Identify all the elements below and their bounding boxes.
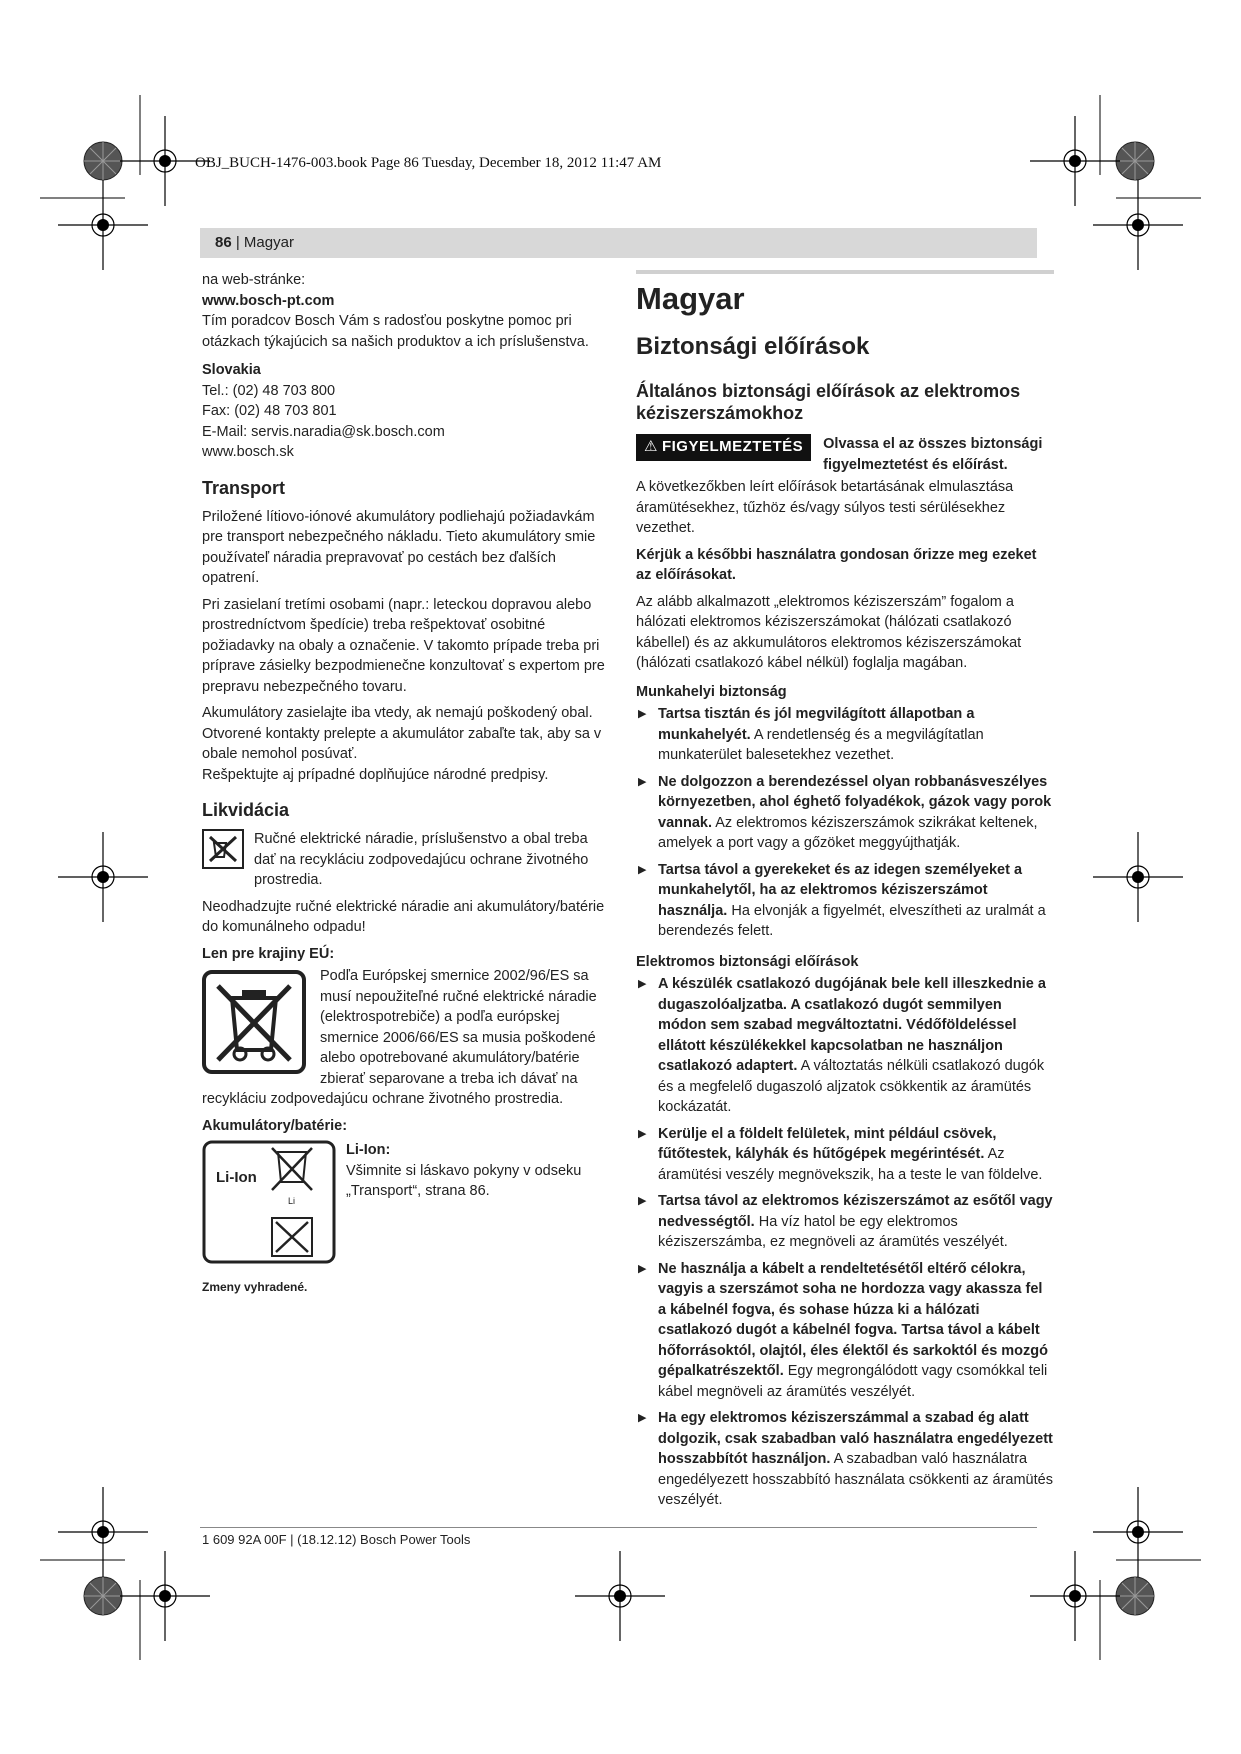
item-text: Az elektromos kéziszerszámok szikrákat keltenek, amelyek a port vagy a gőzöket meggyújthatják.	[658, 814, 1038, 851]
web-link[interactable]: www.bosch.sk	[202, 444, 294, 460]
item-bold: A készülék csatlakozó dugójának bele kell illeszkednie a dugaszolóaljzatba. A csatlakozó dugót semmilyen módon sem szabad megváltoztatni. Védőföldeléssel ellátott készülékekkel kapcsolatban ne használjon csatlakozó adaptert.	[658, 976, 1046, 1074]
item-text: Ha víz hatol be egy elektromos kéziszerszámba, ez megnöveli az áramütés veszélyét.	[658, 1213, 1008, 1250]
list-item	[636, 772, 1054, 854]
list-item	[636, 1191, 1054, 1253]
transport-p1: Priložené lítiovo-iónové akumulátory podliehajú požiadavkám pre transport nebezpečného nákladu. Tieto akumulátory smie používateľ náradia prepravovať po cestách bez ďalších opatrení.	[202, 508, 596, 586]
accumulators-heading: Akumulátory/batérie:	[202, 1117, 348, 1134]
work-safety-list	[636, 704, 1054, 942]
warning-icon: ⚠	[644, 438, 658, 455]
item-text: A rendetlenség és a megvilágítatlan munkaterület balesetekhez vezethet.	[658, 726, 984, 763]
registration-cross-icon	[575, 1551, 665, 1641]
slovakia-title: Slovakia	[202, 362, 261, 378]
likvidacia-p2: Neodhadzujte ručné elektrické náradie ani akumulátory/batérie do komunálneho odpadu!	[202, 898, 605, 935]
item-text: A szabadban való használatra engedélyezett hosszabbító használata csökkenti az áramütés veszélyét.	[658, 1451, 1053, 1508]
intro-line: na web-stránke:	[202, 272, 306, 288]
warning-bold: Olvassa el az összes biztonsági figyelmeztetést és előírást.	[823, 436, 1043, 473]
page-section: Magyar	[243, 234, 294, 251]
transport-heading: Transport	[202, 477, 286, 498]
item-bold: Tartsa tisztán és jól megvilágított állapotban a munkahelyét.	[658, 706, 975, 743]
list-item	[636, 1124, 1054, 1186]
footer-rule	[200, 1527, 1037, 1528]
warning-text: A következőkben leírt előírások betartásának elmulasztása áramütésekhez, tűzhöz és/vagy súlyos testi sérülésekhez vezethet.	[636, 479, 1014, 536]
electrical-safety-title: Elektromos biztonsági előírások	[636, 953, 859, 970]
left-column	[202, 270, 607, 1297]
eu-text: Podľa Európskej smernice 2002/96/ES sa musí nepoužiteľné ručné elektrické náradie (elektrospotrebiče) a podľa európskej smernice 2006/66/ES sa musia poškodené alebo opotrebované akumulátory/batérie zbierať separovane a treba ich dávať na recykláciu zodpovedajúcu ochrane životného prostredia.	[202, 968, 597, 1107]
item-bold: Ha egy elektromos kéziszerszámmal a szabad ég alatt dolgozik, csak szabadban való használatra engedélyezett hosszabbítót használjon.	[658, 1410, 1053, 1467]
eu-heading: Len pre krajiny EÚ:	[202, 945, 335, 962]
transport-p3: Akumulátory zasielajte iba vtedy, ak nemajú poškodený obal. Otvorené kontakty prelepte a akumulátor zabaľte tak, aby sa v obale nemohol posúvať.	[202, 705, 602, 762]
registration-cross-icon	[58, 180, 148, 270]
language-title: Magyar	[636, 281, 745, 316]
transport-p2: Pri zasielaní tretími osobami (napr.: leteckou dopravou alebo prostredníctvom špedície) treba rešpektovať osobitné požiadavky na obaly a označenie. V takomto prípade treba pri príprave zásielky bezpodmienečne konzultovať s expertom pre prepravu nebezpečného tovaru.	[202, 596, 605, 695]
top-rule	[636, 270, 1054, 274]
item-text: Ha elvonják a figyelmét, elveszítheti az uralmát a berendezés felett.	[658, 902, 1046, 939]
registration-cross-icon	[1093, 832, 1183, 922]
registration-cross-icon	[58, 1487, 148, 1577]
color-wheel-icon	[1116, 1577, 1154, 1615]
item-text: A változtatás nélküli csatlakozó dugók és a megfelelő dugaszoló aljzatok csökkentik az áramütés kockázatát.	[658, 1058, 1045, 1115]
footer: 1 609 92A 00F | (18.12.12) Bosch Power Tools	[202, 1532, 471, 1547]
liion-battery-icon	[202, 1140, 336, 1271]
item-bold: Tartsa távol a gyerekeket és az idegen személyeket a munkahelytől, ha az elektromos kéziszerszámot használja.	[658, 861, 1023, 919]
list-item	[636, 704, 1054, 766]
liion-text: Všimnite si láskavo pokyny v odseku „Transport“, strana 86.	[346, 1162, 582, 1199]
liion-row	[202, 1140, 607, 1271]
definition: Az alább alkalmazott „elektromos kéziszerszám” fogalom a hálózati elektromos kéziszerszámokat (hálózati csatlakozó kábellel) és az akkumulátoros elektromos kéziszerszámokat (hálózati csatlakozó kábel nélkül) foglalja magában.	[636, 593, 1022, 671]
book-header: OBJ_BUCH-1476-003.book Page 86 Tuesday, December 18, 2012 11:47 AM	[195, 155, 662, 171]
fax: Fax: (02) 48 703 801	[202, 403, 337, 419]
page-bar	[200, 228, 1037, 258]
liion-icon-label: Li-Ion	[216, 1169, 257, 1186]
li-icon-label: Li	[288, 1196, 296, 1206]
registration-cross-icon	[58, 832, 148, 922]
recycle-row	[202, 829, 607, 891]
color-wheel-icon	[1116, 142, 1154, 180]
likvidacia-heading: Likvidácia	[202, 800, 290, 820]
right-column	[636, 270, 1054, 1517]
warning-badge	[636, 434, 811, 461]
list-item	[636, 860, 1054, 942]
general-safety-title: Általános biztonsági előírások az elektromos kéziszerszámokhoz	[636, 381, 1021, 423]
registration-cross-icon	[1030, 116, 1120, 206]
phone: Tel.: (02) 48 703 800	[202, 382, 336, 399]
safety-title: Biztonsági előírások	[636, 333, 870, 360]
website-link[interactable]: www.bosch-pt.com	[202, 292, 335, 309]
page-number-label: 86 | Magyar	[215, 234, 294, 251]
liion-title: Li-Ion:	[346, 1142, 391, 1158]
item-bold: Tartsa távol az elektromos kéziszerszámot az esőtől vagy nedvességtől.	[658, 1193, 1053, 1230]
liion-info	[346, 1140, 607, 1202]
item-text: Az áramütési veszély megnövekszik, ha a teste le van földelve.	[658, 1146, 1043, 1183]
keep-instructions: Kérjük a későbbi használatra gondosan őrizze meg ezeket az előírásokat.	[636, 546, 1037, 583]
eu-block	[202, 966, 607, 1110]
registration-cross-icon	[1030, 1551, 1120, 1641]
intro-text: Tím poradcov Bosch Vám s radosťou poskytne pomoc pri otázkach týkajúcich sa našich produktov a ich príslušenstva.	[202, 313, 589, 350]
registration-cross-icon	[1093, 1487, 1183, 1577]
contact-intro	[202, 270, 607, 352]
item-bold: Kerülje el a földelt felületek, mint például csövek, fűtőtestek, kályhák és hűtőgépek megérintését.	[658, 1125, 997, 1162]
electrical-safety-list	[636, 974, 1054, 1511]
work-safety-title: Munkahelyi biztonság	[636, 683, 787, 700]
list-item	[636, 1408, 1054, 1511]
color-wheel-icon	[84, 142, 122, 180]
registration-cross-icon	[120, 1551, 210, 1641]
page-number: 86	[215, 234, 232, 251]
changes-reserved: Zmeny vyhradené.	[202, 1279, 308, 1294]
registration-cross-icon	[1093, 180, 1183, 270]
item-bold: Ne dolgozzon a berendezéssel olyan robbanásveszélyes környezetben, ahol éghető folyadékok, gázok vagy porok vannak.	[658, 773, 1052, 831]
warning-badge-label: FIGYELMEZTETÉS	[661, 438, 804, 455]
warning-row	[636, 434, 1054, 475]
weee-icon	[202, 970, 306, 1081]
color-wheel-icon	[84, 1577, 122, 1615]
list-item	[636, 1259, 1054, 1403]
list-item	[636, 974, 1054, 1118]
item-text: Egy megrongálódott vagy csomókkal teli kábel megnöveli az áramütés veszélyét.	[658, 1363, 1048, 1400]
slovakia-contact	[202, 360, 607, 463]
recycle-text: Ručné elektrické náradie, príslušenstvo a obal treba dať na recykláciu zodpovedajúcu ochrane životného prostredia.	[254, 831, 589, 888]
email[interactable]: E-Mail: servis.naradia@sk.bosch.com	[202, 423, 445, 440]
item-bold: Ne használja a kábelt a rendeltetésétől eltérő célokra, vagyis a szerszámot soha ne hordozza vagy akassza fel a kábelnél fogva, és sohase húzza ki a hálózati csatlakozó dugót a kábelnél fogva. Tartsa távol a kábelt hőforrásoktól, olajtól, éles élektől és sarkoktól és mozgó gépalkatrészektől.	[658, 1260, 1048, 1379]
transport-p4: Rešpektujte aj prípadné doplňujúce národné predpisy.	[202, 766, 549, 783]
recycle-icon	[202, 829, 244, 876]
